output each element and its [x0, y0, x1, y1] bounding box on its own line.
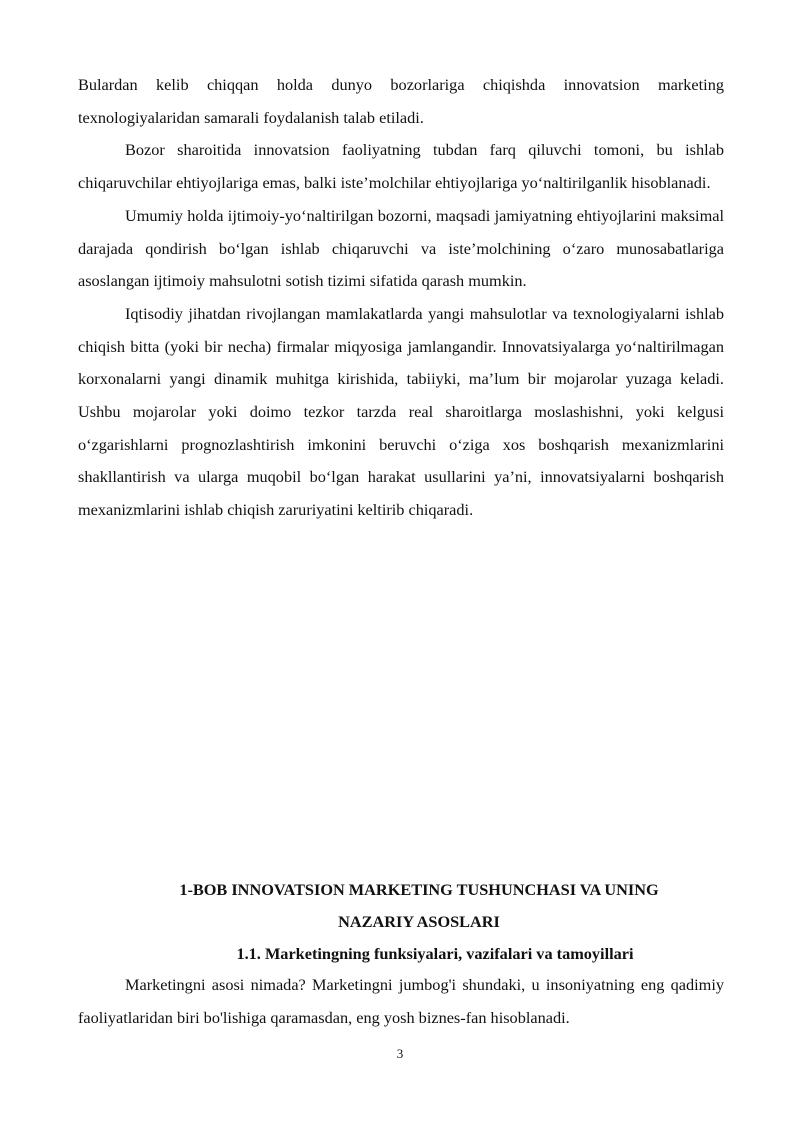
paragraph-innovation-difference: Bozor sharoitida innovatsion faoliyatning tubdan farq qiluvchi tomoni, bu ishlab chiqaruvchilar ehtiyojlariga emas, balki iste’molchilar ehtiyojlariga yo‘naltirilganlik hisoblanadi.: [78, 140, 724, 193]
paragraph-marketing-basis: Marketingni asosi nimada? Marketingni jumbog'i shundaki, u insoniyatning eng qadimiy faoliyatlaridan biri bo'lishiga qaramasdan, eng yosh biznes-fan hisoblanadi.: [78, 975, 724, 1027]
chapter-heading-block: [78, 874, 724, 1034]
paragraph-social-market: Umumiy holda ijtimoiy-yo‘naltirilgan bozorni, maqsadi jamiyatning ehtiyojlarini maksimal darajada qondirish bo‘lgan ishlab chiqaruvchi va iste’molchining o‘zaro munosabatlariga asoslangan ijtimoiy mahsulotni sotish tizimi sifatida qarash mumkin.: [78, 205, 724, 291]
chapter-title-line-1: 1-BOB INNOVATSION MARKETING TUSHUNCHASI VA UNING: [179, 880, 659, 899]
chapter-title-line-2: NAZARIY ASOSLARI: [338, 912, 500, 931]
paragraph-intro: Bulardan kelib chiqqan holda dunyo bozorlariga chiqishda innovatsion marketing texnologiyalaridan samarali foydalanish talab etiladi.: [78, 75, 724, 127]
page-number: 3: [396, 1046, 404, 1061]
paragraph-developed-countries: Iqtisodiy jihatdan rivojlangan mamlakatlarda yangi mahsulotlar va texnologiyalarni ishlab chiqish bitta (yoki bir necha) firmalar miqyosiga jamlangandir. Innovatsiyalarga yo‘naltirilmagan korxonalarni yangi dinamik muhitga kirishida, tabiiyki, ma’lum bir mojarolar yuzaga keladi. Ushbu mojarolar yoki doimo tezkor tarzda real sharoitlarga moslashishni, yoki kelgusi o‘zgarishlarni prognozlashtirish imkonini beruvchi o‘ziga xos boshqarish mexanizmlarini shakllantirish va ularga muqobil bo‘lgan harakat usullarini ya’ni, innovatsiyalarni boshqarish mexanizmlarini ishlab chiqish zaruriyatini keltirib chiqaradi.: [78, 303, 724, 520]
body-text: [78, 69, 724, 527]
section-title: 1.1. Marketingning funksiyalari, vazifalari va tamoyillari: [236, 944, 634, 963]
